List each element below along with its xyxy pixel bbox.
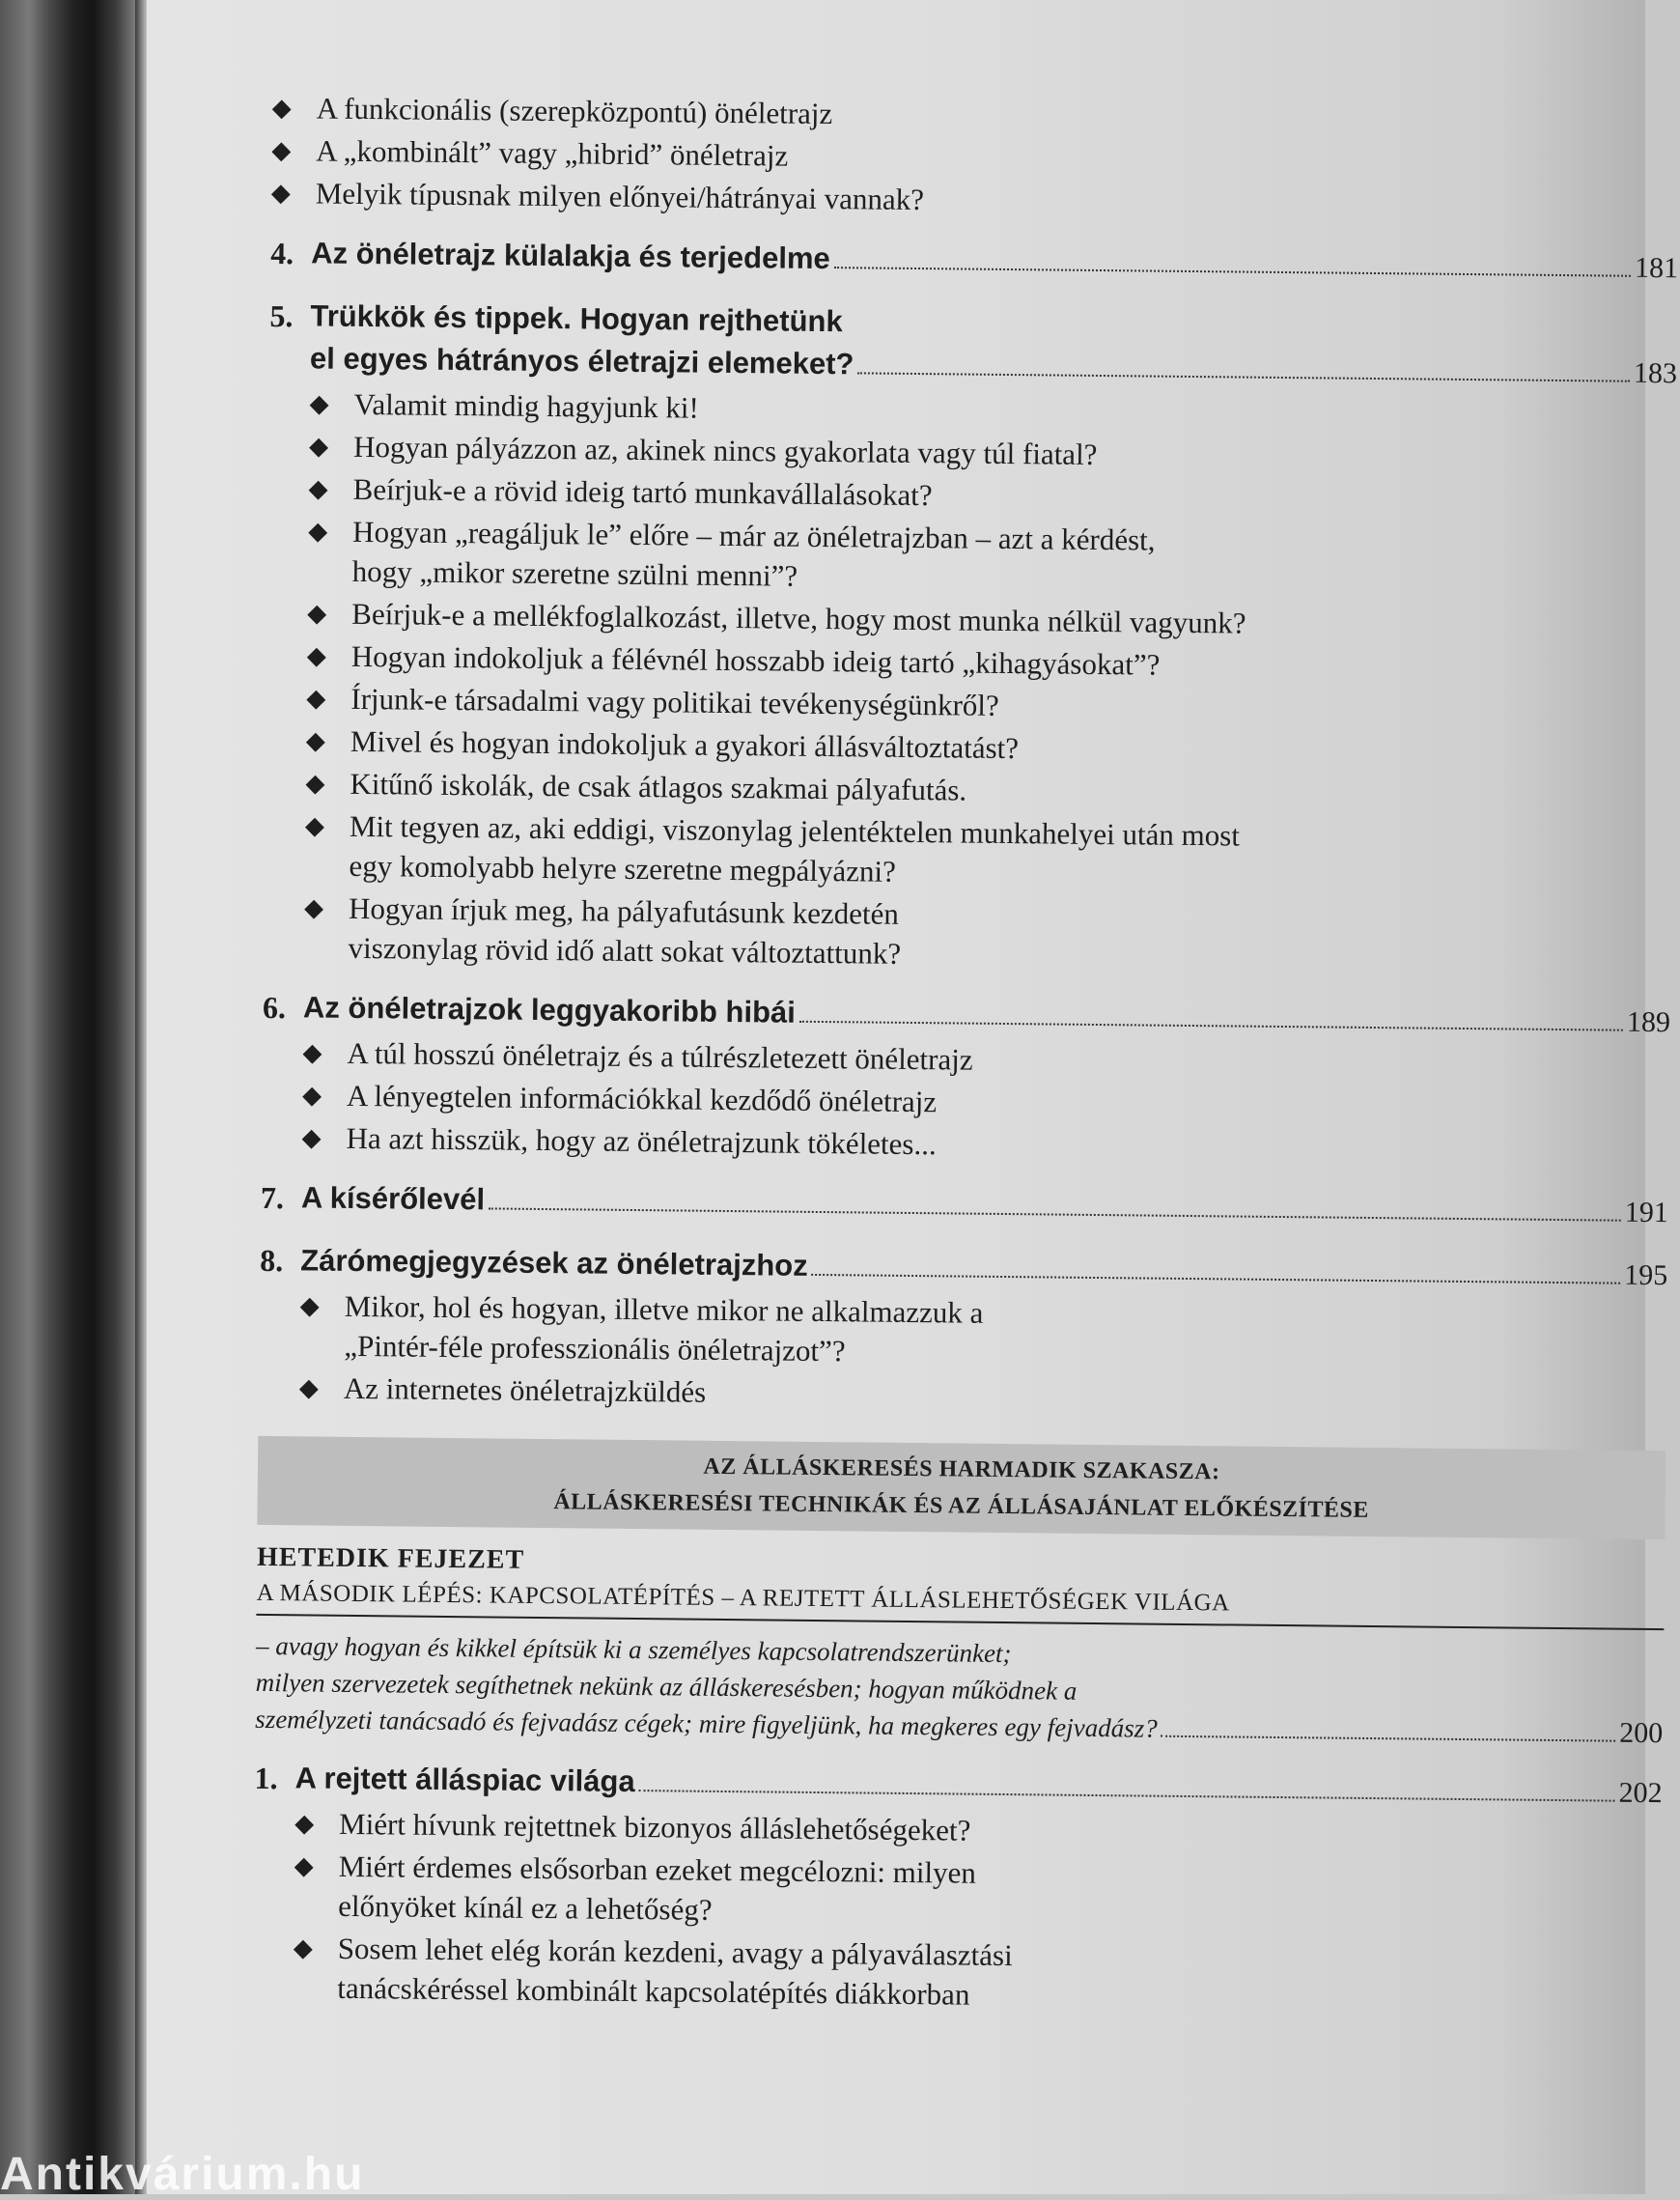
- intro-bullet-list: [271, 88, 1680, 227]
- diamond-bullet-icon: ◆: [306, 684, 326, 713]
- dot-leader: [489, 1207, 1621, 1221]
- dot-leader: [1162, 1735, 1616, 1742]
- diamond-bullet-icon: ◆: [309, 389, 329, 418]
- dot-leader: [834, 267, 1631, 277]
- toc-chapter-section-1: [252, 1757, 1663, 2021]
- list-item: ◆ Miért hívunk rejtettnek bizonyos álláslehetőségeket?: [294, 1803, 1662, 1857]
- diamond-bullet-icon: ◆: [270, 178, 291, 208]
- section-number: 1.: [254, 1760, 278, 1796]
- page-number: 195: [1624, 1258, 1668, 1292]
- page-number: 189: [1626, 1005, 1671, 1039]
- page-number: 200: [1619, 1716, 1664, 1750]
- list-item: ◆ Mit tegyen az, aki eddigi, viszonylag jelentéktelen munkahelyei után most egy komolyabb helyre szeretne megpályázni?: [304, 805, 1247, 894]
- list-item: ◆ Mivel és hogyan indokoljuk a gyakori állásváltoztatást?: [306, 720, 1673, 775]
- dot-leader: [639, 1790, 1615, 1802]
- dot-leader: [812, 1274, 1621, 1284]
- list-item: ◆ Melyik típusnak milyen előnyei/hátrányai vannak?: [271, 173, 1679, 227]
- section-title: A rejtett álláspiac világa: [294, 1761, 635, 1799]
- toc-entry-line: személyzeti tanácsadó és fejvadász cégek; mire figyeljünk, ha megkeres egy fejvadász? 200: [255, 1701, 1663, 1752]
- toc-entry-line: [301, 1176, 1668, 1234]
- book-page: [147, 0, 1679, 2194]
- section-number: 4.: [269, 235, 294, 271]
- section-title: el egyes hátrányos életrajzi elemeket?: [309, 341, 854, 381]
- list-item: ◆ Írjunk-e társadalmi vagy politikai tevékenységünkről?: [306, 678, 1673, 732]
- stage-heading-band: [257, 1436, 1666, 1539]
- list-item: ◆ Hogyan „reagáljuk le” előre – már az önéletrajzban – azt a kérdést, hogy „mikor szeretne szülni menni”?: [308, 511, 1222, 600]
- section-title: Zárómegjegyzések az önéletrajzhoz: [300, 1243, 808, 1283]
- diamond-bullet-icon: ◆: [305, 726, 326, 755]
- diamond-bullet-icon: ◆: [271, 135, 292, 165]
- list-item: ◆ Valamit mindig hagyjunk ki!: [309, 383, 1676, 437]
- page-number: 183: [1633, 356, 1678, 390]
- watermark-logo: Antikvárium.hu: [0, 2149, 365, 2200]
- chapter-title: A MÁSODIK LÉPÉS: KAPCSOLATÉPÍTÉS – A REJTETT ÁLLÁSLEHETŐSÉGEK VILÁGA: [256, 1577, 1664, 1630]
- section-number: 7.: [260, 1179, 285, 1216]
- list-item: ◆ Hogyan pályázzon az, akinek nincs gyakorlata vagy túl fiatal?: [309, 426, 1676, 480]
- dot-leader: [799, 1021, 1623, 1031]
- diamond-bullet-icon: ◆: [294, 1809, 315, 1838]
- diamond-bullet-icon: ◆: [294, 1851, 314, 1880]
- diamond-bullet-icon: ◆: [301, 1081, 322, 1110]
- toc-section-6: [261, 986, 1670, 1171]
- chapter-description: – avagy hogyan és kikkel építsük ki a személyes kapcsolatrendszerünket; milyen szervezetek segíthetnek nekünk az álláskeresésben; hogyan működnek a személyzeti tanácsadó és fejvadász cégek; mire figyeljünk, ha megkeres egy fejvadász? 200: [255, 1627, 1664, 1752]
- list-item: ◆ Miért érdemes elsősorban ezeket megcélozni: milyen előnyöket kínál ez a lehetőség?: [294, 1846, 1015, 1932]
- list-item: ◆ Hogyan írjuk meg, ha pályafutásunk kezdetén viszonylag rövid idő alatt sokat változtattunk?: [303, 888, 1024, 974]
- toc-section-5: [263, 295, 1677, 981]
- list-item: ◆ Mikor, hol és hogyan, illetve mikor ne alkalmazzuk a „Pintér-féle professzionális önéletrajzot”?: [299, 1285, 1078, 1372]
- diamond-bullet-icon: ◆: [308, 517, 328, 546]
- diamond-bullet-icon: ◆: [308, 432, 329, 461]
- toc-section-7: [261, 1176, 1668, 1234]
- list-item: ◆ Az internetes önéletrajzküldés: [299, 1368, 1666, 1422]
- section-number: 6.: [262, 989, 287, 1026]
- section-title: A kísérőlevél: [300, 1180, 486, 1217]
- list-item: ◆ Kitűnő iskolák, de csak átlagos szakmai pályafutás.: [305, 763, 1672, 817]
- table-of-contents: [252, 85, 1680, 2024]
- stage-heading-line1: AZ ÁLLÁSKERESÉS HARMADIK SZAKASZA:: [703, 1453, 1220, 1485]
- toc-section-8: [259, 1239, 1668, 1422]
- page-number: 191: [1624, 1196, 1669, 1229]
- book-spine-shadow: [0, 0, 145, 2194]
- diamond-bullet-icon: ◆: [307, 599, 327, 628]
- section-title: Az önéletrajz külalakja és terjedelme: [310, 236, 830, 276]
- list-item: ◆ Beírjuk-e a mellékfoglalkozást, illetve, hogy most munka nélkül vagyunk?: [307, 593, 1674, 647]
- list-item: ◆ Sosem lehet elég korán kezdeni, avagy a pályaválasztási tanácskéréssel kombinált kapcsolatépítés diákkorban: [293, 1928, 1130, 2016]
- list-item: ◆ Ha azt hisszük, hogy az önéletrajzunk tökéletes...: [301, 1117, 1668, 1171]
- diamond-bullet-icon: ◆: [308, 474, 328, 503]
- diamond-bullet-icon: ◆: [301, 1123, 322, 1152]
- page-number: 181: [1634, 251, 1679, 285]
- diamond-bullet-icon: ◆: [302, 1038, 322, 1067]
- chapter-label: HETEDIK FEJEZET: [256, 1541, 525, 1575]
- section-number: 5.: [269, 297, 294, 334]
- dot-leader: [857, 372, 1630, 381]
- list-item: ◆ A „kombinált” vagy „hibrid” önéletrajz: [271, 130, 1679, 184]
- diamond-bullet-icon: ◆: [293, 1933, 313, 1962]
- page-number: 202: [1618, 1776, 1663, 1810]
- diamond-bullet-icon: ◆: [271, 93, 292, 123]
- toc-entry-line: [311, 232, 1678, 290]
- stage-heading-line2: ÁLLÁSKERESÉSI TECHNIKÁK ÉS AZ ÁLLÁSAJÁNLAT ELŐKÉSZÍTÉSE: [553, 1489, 1369, 1523]
- section-title: Az önéletrajzok leggyakoribb hibái: [302, 990, 797, 1029]
- list-item: ◆ A lényegtelen információkkal kezdődő önéletrajz: [302, 1075, 1669, 1129]
- section-number: 8.: [260, 1242, 284, 1279]
- list-item: ◆ A funkcionális (szerepközpontú) önéletrajz: [272, 88, 1680, 142]
- list-item: ◆ Hogyan indokoljuk a félévnél hosszabb ideig tartó „kihagyásokat”?: [307, 635, 1674, 690]
- diamond-bullet-icon: ◆: [298, 1373, 320, 1402]
- diamond-bullet-icon: ◆: [305, 769, 325, 798]
- diamond-bullet-icon: ◆: [299, 1291, 320, 1320]
- section-title-line1: Trükkök és tippek. Hogyan rejthetünk: [310, 298, 843, 339]
- list-item: ◆ Beírjuk-e a rövid ideig tartó munkavállalásokat?: [308, 468, 1675, 522]
- list-item: ◆ A túl hosszú önéletrajz és a túlrészletezett önéletrajz: [302, 1032, 1669, 1086]
- diamond-bullet-icon: ◆: [306, 641, 326, 670]
- toc-section-4: [270, 232, 1678, 290]
- chapter-heading: [255, 1538, 1665, 1752]
- diamond-bullet-icon: ◆: [303, 893, 324, 922]
- diamond-bullet-icon: ◆: [304, 811, 325, 840]
